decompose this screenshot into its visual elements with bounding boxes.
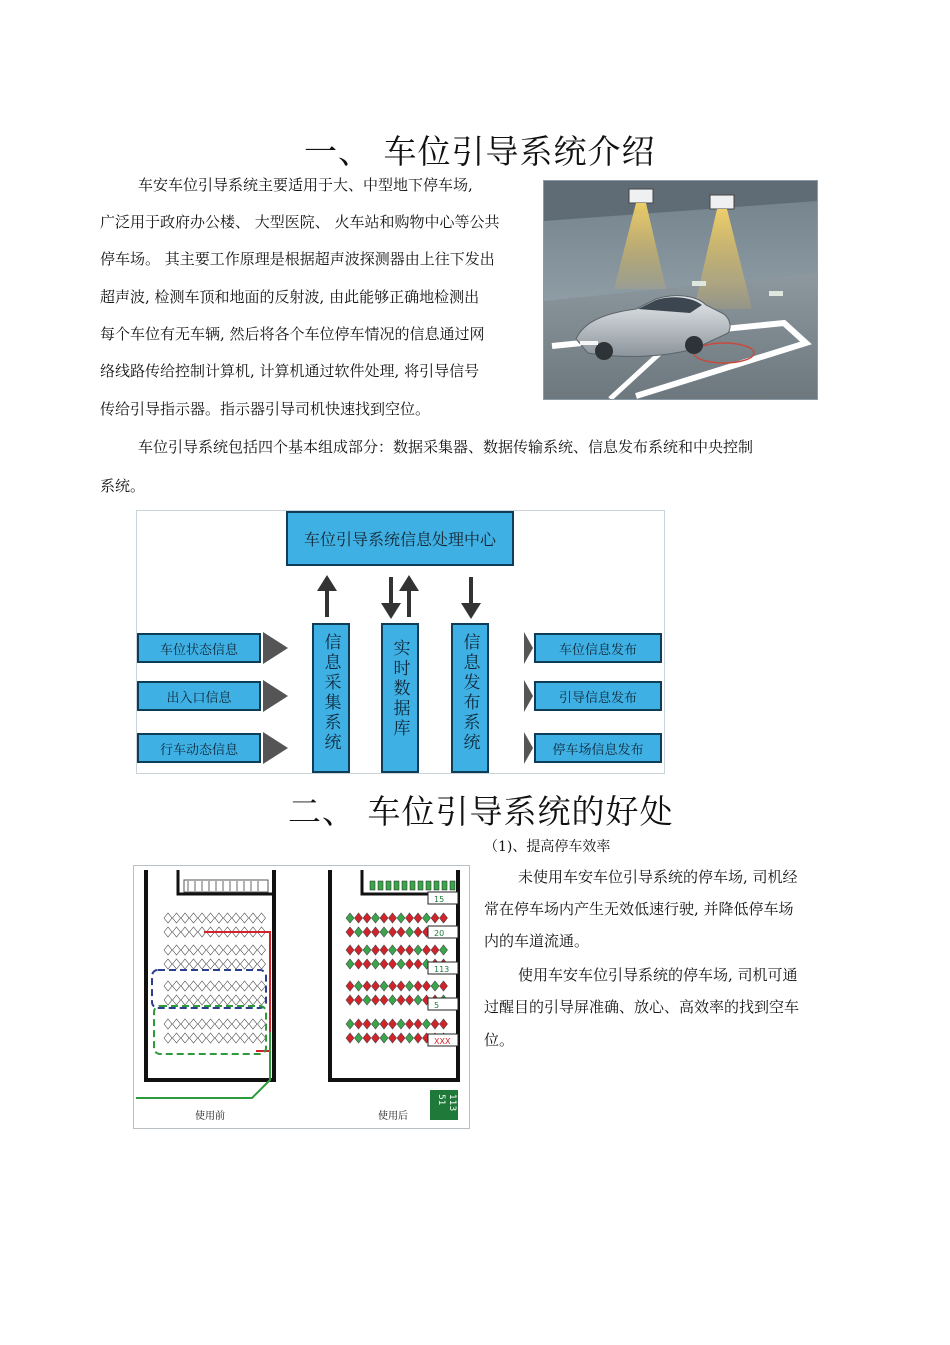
guidance-sign-label: 20 <box>434 929 445 938</box>
before-label: 使用前 <box>195 1111 225 1122</box>
text-line: 超声波, 检测车顶和地面的反射波, 由此能够正确地检测出 <box>100 288 480 306</box>
text-line: 每个车位有无车辆, 然后将各个车位停车情况的信息通过网 <box>100 325 485 343</box>
output-label: 引导信息发布 <box>558 690 637 706</box>
column-label: 实时数据库 <box>389 639 410 739</box>
input-label: 车位状态信息 <box>159 642 238 658</box>
section2-heading: 二、 车位引导系统的好处 <box>288 792 674 831</box>
output-label: 车位信息发布 <box>558 642 637 658</box>
column-box-collection <box>312 623 350 773</box>
after-label: 使用后 <box>378 1111 408 1122</box>
text-line: 内的车道流通。 <box>484 932 590 950</box>
plan-before <box>136 870 274 1122</box>
input-label: 出入口信息 <box>166 690 232 706</box>
text-line: 常在停车场内产生无效低速行驶, 并降低停车场 <box>484 900 794 918</box>
processing-center-label: 车位引导系统信息处理中心 <box>303 530 496 549</box>
guidance-sign-label: 15 <box>434 895 445 904</box>
column-label: 信息采集系统 <box>320 633 341 753</box>
parking-plan-drawing <box>134 866 469 1128</box>
output-box-parking-info <box>534 633 662 663</box>
guidance-sign-label: 113 <box>434 965 450 974</box>
plan-after <box>330 870 458 1122</box>
section1-heading: 一、 车位引导系统介绍 <box>304 132 656 171</box>
text-line: 传给引导指示器。指示器引导司机快速找到空位。 <box>100 400 431 418</box>
text-line: 未使用车安车位引导系统的停车场, 司机经 <box>518 868 798 886</box>
output-box-guidance-info <box>534 681 662 711</box>
point-title: （1)、提高停车效率 <box>484 839 611 855</box>
bottom-sign-2: 51 <box>436 1094 446 1106</box>
text-line: 车位引导系统包括四个基本组成部分：数据采集器、数据传输系统、信息发布系统和中央控制 <box>138 438 754 456</box>
column-box-publishing <box>451 623 489 773</box>
output-box-lot-info <box>534 733 662 763</box>
column-label: 信息发布系统 <box>459 633 480 753</box>
text-line: 广泛用于政府办公楼、 大型医院、 火车站和购物中心等公共 <box>100 213 500 231</box>
text-line: 车安车位引导系统主要适用于大、中型地下停车场, <box>138 176 473 194</box>
guidance-sign-label: XXX <box>434 1037 451 1046</box>
system-architecture-diagram <box>136 510 665 774</box>
guidance-sign-label: 5 <box>434 1001 440 1010</box>
column-box-realtime-db <box>381 623 419 773</box>
text-line: 系统。 <box>100 477 146 495</box>
input-label: 行车动态信息 <box>159 742 238 758</box>
guidance-sign <box>428 998 458 1010</box>
text-line: 络线路传给控制计算机, 计算机通过软件处理, 将引导信号 <box>100 362 480 380</box>
output-label: 停车场信息发布 <box>552 742 644 758</box>
parking-plan-comparison <box>133 865 470 1129</box>
text-line: 位。 <box>484 1031 515 1049</box>
text-line: 停车场。 其主要工作原理是根据超声波探测器由上往下发出 <box>100 250 495 268</box>
text-line: 过醒目的引导屏准确、放心、高效率的找到空车 <box>484 998 800 1016</box>
text-line: 使用车安车位引导系统的停车场, 司机可通 <box>518 966 798 984</box>
ultrasonic-sensor-illustration <box>543 180 818 400</box>
bottom-sign-1: 113 <box>447 1094 457 1112</box>
